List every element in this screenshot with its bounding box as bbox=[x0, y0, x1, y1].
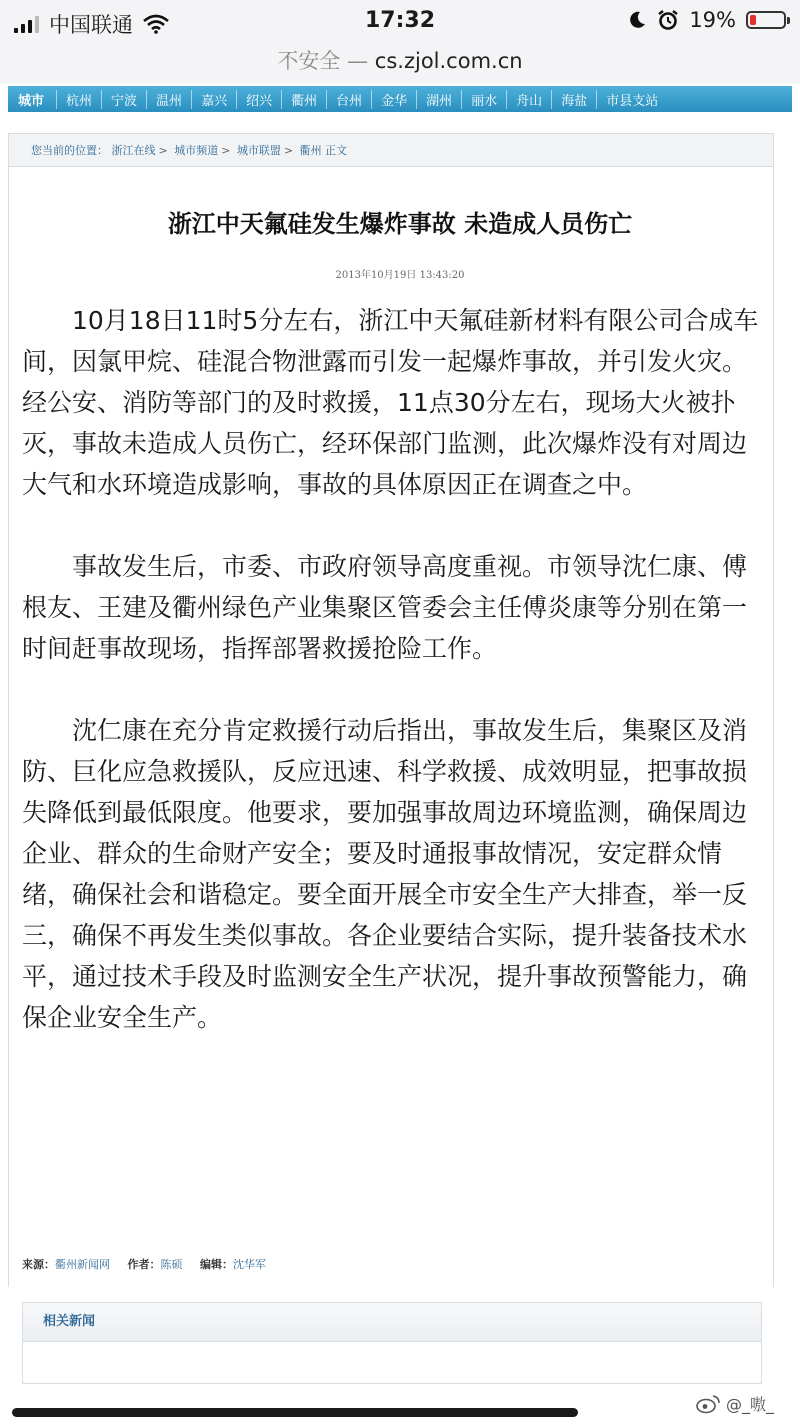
city-nav-item[interactable]: 金华 bbox=[371, 90, 416, 109]
weibo-logo-icon bbox=[695, 1394, 721, 1414]
url-domain: cs.zjol.com.cn bbox=[374, 49, 523, 73]
breadcrumb-current: 衢州 正文 bbox=[299, 144, 348, 157]
article-meta bbox=[22, 1256, 280, 1272]
battery-percent: 19% bbox=[689, 8, 736, 32]
moon-icon bbox=[627, 10, 647, 30]
city-nav-item[interactable]: 杭州 bbox=[56, 90, 101, 109]
source-label: 来源： bbox=[22, 1258, 55, 1271]
city-nav-item[interactable]: 衢州 bbox=[281, 90, 326, 109]
carrier-name: 中国联通 bbox=[49, 13, 133, 37]
breadcrumb: 您当前的位置： 浙江在线 > 城市频道 > 城市联盟 > 衢州 正文 bbox=[8, 133, 774, 167]
city-nav-item[interactable]: 绍兴 bbox=[236, 90, 281, 109]
author-value: 陈硕 bbox=[160, 1258, 183, 1271]
article-paragraph: 10月18日11时5分左右，浙江中天氟硅新材料有限公司合成车间，因氯甲烷、硅混合物泄露而引发一起爆炸事故，并引发火灾。经公安、消防等部门的及时救援，11点30分左右，现场大火被扑灭，事故未造成人员伤亡，经环保部门监测，此次爆炸没有对周边大气和水环境造成影响，事故的具体原因正在调查之中。 bbox=[22, 306, 759, 499]
url-separator: — bbox=[347, 49, 369, 73]
city-nav-item[interactable]: 海盐 bbox=[551, 90, 596, 109]
breadcrumb-link[interactable]: 浙江在线 bbox=[111, 144, 156, 157]
city-nav-item[interactable]: 嘉兴 bbox=[191, 90, 236, 109]
city-nav-item[interactable]: 温州 bbox=[146, 90, 191, 109]
article-body bbox=[22, 300, 762, 1079]
city-nav-item[interactable]: 台州 bbox=[326, 90, 371, 109]
status-bar bbox=[0, 0, 800, 46]
battery-icon bbox=[746, 11, 786, 29]
author-label: 作者： bbox=[127, 1258, 161, 1271]
watermark-text: @_嗷_ bbox=[725, 1395, 774, 1414]
breadcrumb-link[interactable]: 城市联盟 bbox=[236, 144, 281, 157]
breadcrumb-prefix: 您当前的位置： bbox=[31, 144, 108, 157]
city-nav-item[interactable]: 宁波 bbox=[101, 90, 146, 109]
article-title: 浙江中天氟硅发生爆炸事故 未造成人员伤亡 bbox=[167, 210, 633, 238]
battery-level bbox=[750, 15, 756, 25]
related-news-box bbox=[22, 1302, 762, 1384]
city-nav bbox=[8, 86, 792, 112]
watermark bbox=[695, 1392, 774, 1415]
city-nav-item[interactable]: 丽水 bbox=[461, 90, 506, 109]
city-nav-item[interactable]: 湖州 bbox=[416, 90, 461, 109]
related-news-title: 相关新闻 bbox=[23, 1303, 761, 1342]
article-paragraph: 沈仁康在充分肯定救援行动后指出，事故发生后，集聚区及消防、巨化应急救援队，反应迅速、科学救援、成效明显，把事故损失降低到最低限度。他要求，要加强事故周边环境监测，确保周边企业、群众的生命财产安全；要及时通报事故情况，安定群众情绪，确保社会和谐稳定。要全面开展全市安全生产大排查，举一反三，确保不再发生类似事故。各企业要结合实际，提升装备技术水平，通过技术手段及时监测安全生产状况，提升事故预警能力，确保企业安全生产。 bbox=[22, 716, 748, 1032]
city-nav-label: 城市 bbox=[18, 93, 45, 109]
home-indicator[interactable] bbox=[12, 1408, 578, 1417]
alarm-icon bbox=[657, 9, 679, 31]
source-link[interactable]: 衢州新闻网 bbox=[55, 1258, 110, 1271]
city-nav-item[interactable]: 舟山 bbox=[506, 90, 551, 109]
article-paragraph: 事故发生后，市委、市政府领导高度重视。市领导沈仁康、傅根友、王建及衢州绿色产业集聚区管委会主任傅炎康等分别在第一时间赶事故现场，指挥部署救援抢险工作。 bbox=[22, 552, 748, 663]
address-bar[interactable] bbox=[0, 46, 800, 84]
breadcrumb-link[interactable]: 城市频道 bbox=[174, 144, 219, 157]
insecure-label: 不安全 bbox=[277, 49, 341, 73]
city-nav-item[interactable]: 市县支站 bbox=[596, 90, 667, 109]
article-date: 2013年10月19日 13:43:20 bbox=[335, 270, 465, 281]
editor-value: 沈华军 bbox=[233, 1258, 266, 1271]
editor-label: 编辑： bbox=[200, 1258, 233, 1271]
clock: 17:32 bbox=[364, 8, 436, 33]
status-icons bbox=[627, 8, 786, 32]
